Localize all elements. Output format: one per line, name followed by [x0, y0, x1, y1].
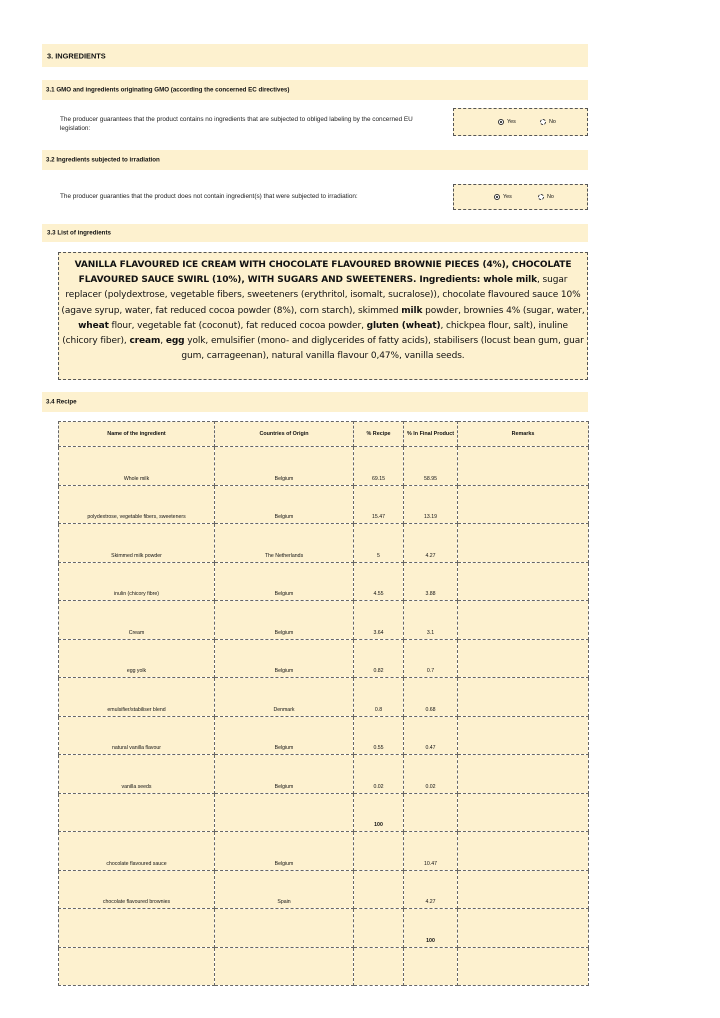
ingredient-list-text	[59, 258, 587, 364]
cell-ingredient-name-text: Cream	[128, 629, 145, 636]
cell-remarks	[458, 870, 589, 909]
cell-percent-final	[404, 485, 458, 524]
ingredient-product-name: VANILLA FLAVOURED ICE CREAM WITH CHOCOLATE FLAVOURED BROWNIE PIECES (4%), CHOCOLATE FLAVOURED SAUCE SWIRL (10%), WITH SUGARS AND SWEETENERS.	[74, 260, 572, 286]
cell-country-origin	[215, 678, 354, 717]
cell-percent-recipe-text: 0.8	[374, 706, 383, 713]
radio-selected-icon[interactable]	[498, 119, 504, 125]
cell-percent-recipe	[354, 447, 404, 486]
ingredient-text-part: , chickpea flour, salt), inuline (chicory fiber),	[62, 320, 568, 347]
cell-ingredient-name	[59, 562, 215, 601]
gmo-statement	[60, 115, 450, 133]
cell-country-origin	[215, 832, 354, 871]
cell-ingredient-name-text: Whole milk	[123, 475, 150, 482]
irradiation-no-option[interactable]	[538, 194, 554, 200]
radio-unselected-icon[interactable]	[540, 119, 546, 125]
cell-percent-recipe	[354, 832, 404, 871]
header-remarks: Remarks	[458, 422, 589, 447]
cell-ingredient-name	[59, 485, 215, 524]
cell-country-origin-text: Belgium	[274, 860, 294, 867]
table-row	[59, 755, 589, 794]
cell-percent-final	[404, 755, 458, 794]
section-3-2-title: 3.2 Ingredients subjected to irradiation	[46, 156, 160, 164]
cell-ingredient-name	[59, 793, 215, 832]
ingredient-text-part: , sugar replacer (polydextrose, vegetable fibers, sweeteners (erythritol, isomalt, sucralose)), chocolate flavoured sauce 10% (agave syrup, water, fat reduced cocoa powder (8%), corn starch), skimmed	[61, 275, 581, 316]
cell-ingredient-name	[59, 524, 215, 563]
header-percent-final: % In Final Product	[404, 422, 458, 447]
cell-remarks	[458, 447, 589, 486]
cell-ingredient-name	[59, 447, 215, 486]
cell-ingredient-name-text: inulin (chicory fibre)	[114, 591, 159, 597]
cell-remarks	[458, 755, 589, 794]
recipe-table	[58, 421, 589, 986]
section-3-header	[42, 44, 588, 67]
cell-country-origin-text: Spain	[277, 899, 291, 905]
cell-ingredient-name-text: natural vanilla flavour	[111, 745, 162, 751]
allergen-wheat: wheat	[78, 320, 109, 331]
cell-percent-recipe-text: 100	[374, 822, 383, 828]
cell-percent-final	[404, 870, 458, 909]
cell-remarks	[458, 562, 589, 601]
cell-remarks	[458, 793, 589, 832]
cell-percent-recipe	[354, 793, 404, 832]
cell-percent-recipe-text	[354, 982, 403, 985]
ingredient-list-box	[58, 252, 588, 380]
cell-country-origin-text: Belgium	[274, 514, 294, 520]
cell-percent-final-text: 4.27	[425, 552, 436, 559]
cell-country-origin	[215, 485, 354, 524]
cell-percent-recipe	[354, 562, 404, 601]
ingredient-text-part: yolk, emulsifier (mono- and diglycerides of fatty acids), stabilisers (locust bean gum, guar gum, carrageenan), natural vanilla flavour 0,47%, vanilla seeds.	[181, 336, 584, 362]
recipe-header-row	[59, 422, 589, 447]
cell-country-origin	[215, 447, 354, 486]
irradiation-yes-option[interactable]	[494, 194, 512, 200]
cell-remarks	[458, 639, 589, 678]
cell-country-origin	[215, 524, 354, 563]
cell-ingredient-name-text: emulsifier/stabiliser blend	[107, 706, 166, 713]
cell-ingredient-name	[59, 601, 215, 640]
cell-remarks-text	[458, 982, 588, 985]
cell-country-origin-text: Belgium	[274, 591, 294, 597]
cell-percent-final-text: 3.1	[426, 629, 435, 636]
cell-percent-recipe	[354, 524, 404, 563]
table-row	[59, 562, 589, 601]
table-row	[59, 870, 589, 909]
cell-percent-final	[404, 601, 458, 640]
cell-country-origin	[215, 755, 354, 794]
cell-country-origin-text: Belgium	[274, 475, 294, 482]
cell-remarks	[458, 909, 589, 948]
cell-remarks	[458, 601, 589, 640]
table-row	[59, 793, 589, 832]
gmo-no-label: No	[549, 119, 556, 125]
cell-country-origin	[215, 909, 354, 948]
gmo-yes-label: Yes	[507, 119, 516, 125]
cell-percent-recipe	[354, 678, 404, 717]
cell-country-origin-text	[215, 982, 353, 985]
cell-percent-recipe	[354, 716, 404, 755]
cell-country-origin	[215, 601, 354, 640]
radio-selected-icon[interactable]	[494, 194, 500, 200]
table-row	[59, 639, 589, 678]
cell-ingredient-name-text	[59, 982, 214, 985]
cell-ingredient-name-text: egg yolk	[126, 668, 147, 674]
cell-percent-recipe	[354, 947, 404, 986]
table-row	[59, 947, 589, 986]
allergen-egg: egg	[165, 336, 185, 347]
table-row	[59, 447, 589, 486]
cell-remarks	[458, 947, 589, 986]
gmo-statement-line-1: The producer guarantees that the product contains no ingredients that are subjected to obliged labeling by the concerned EU	[60, 116, 413, 123]
cell-ingredient-name	[59, 678, 215, 717]
cell-percent-final	[404, 678, 458, 717]
cell-percent-recipe	[354, 870, 404, 909]
section-3-4-title: 3.4 Recipe	[46, 398, 77, 406]
cell-ingredient-name	[59, 832, 215, 871]
cell-percent-recipe-text: 15.47	[372, 514, 385, 520]
table-row	[59, 832, 589, 871]
cell-country-origin-text: The Netherlands	[264, 552, 304, 559]
cell-percent-final-text: 13.19	[424, 514, 437, 520]
cell-percent-final-text: 100	[426, 937, 435, 944]
cell-percent-recipe-text: 0.02	[373, 783, 384, 790]
ingredient-text-part: flour, vegetable fat (coconut), fat reduced cocoa powder,	[108, 320, 367, 331]
cell-ingredient-name-text: polydextrose, vegetable fibers, sweeteners	[87, 514, 186, 520]
cell-percent-final	[404, 832, 458, 871]
cell-percent-final-text	[404, 982, 457, 985]
table-row	[59, 678, 589, 717]
irradiation-statement-line: The producer guaranties that the product does not contain ingredient(s) that were subjected to irradiation:	[60, 193, 358, 200]
cell-ingredient-name	[59, 755, 215, 794]
cell-percent-recipe-text: 4.55	[373, 591, 384, 597]
header-ingredient-name: Name of the ingredient	[59, 422, 215, 447]
cell-percent-final-text: 3.88	[425, 591, 436, 597]
cell-ingredient-name	[59, 909, 215, 948]
cell-country-origin-text: Belgium	[274, 668, 294, 674]
radio-unselected-icon[interactable]	[538, 194, 544, 200]
cell-remarks	[458, 524, 589, 563]
section-3-title: 3. INGREDIENTS	[47, 51, 106, 60]
cell-remarks	[458, 716, 589, 755]
cell-percent-final-text: 4.27	[425, 899, 436, 905]
gmo-statement-line-2: legislation:	[60, 125, 91, 132]
cell-ingredient-name-text: Skimmed milk powder	[111, 552, 162, 559]
cell-percent-final	[404, 793, 458, 832]
cell-country-origin	[215, 947, 354, 986]
cell-ingredient-name	[59, 947, 215, 986]
ingredient-text-part: ,	[160, 336, 166, 347]
section-3-1-title: 3.1 GMO and ingredients originating GMO (according the concerned EC directives)	[46, 86, 290, 94]
cell-country-origin	[215, 870, 354, 909]
cell-country-origin	[215, 562, 354, 601]
gmo-no-option[interactable]	[540, 119, 556, 125]
header-percent-recipe: % Recipe	[354, 422, 404, 447]
table-row	[59, 716, 589, 755]
cell-percent-recipe	[354, 755, 404, 794]
table-row	[59, 524, 589, 563]
ingredient-text-part: powder, brownies 4% (sugar, water,	[422, 305, 585, 316]
irradiation-no-label: No	[547, 194, 554, 200]
cell-ingredient-name	[59, 870, 215, 909]
cell-percent-final-text: 10.47	[424, 860, 437, 867]
cell-percent-final	[404, 947, 458, 986]
cell-country-origin	[215, 793, 354, 832]
gmo-yes-option[interactable]	[498, 119, 516, 125]
cell-percent-final-text: 0.47	[425, 745, 436, 751]
cell-percent-final-text: 0.02	[425, 783, 436, 790]
cell-percent-final	[404, 562, 458, 601]
cell-country-origin-text: Denmark	[273, 706, 295, 713]
table-row	[59, 485, 589, 524]
allergen-cream: cream	[129, 336, 161, 347]
cell-ingredient-name	[59, 639, 215, 678]
section-3-3-header	[42, 224, 588, 242]
cell-ingredient-name-text: chocolate flavoured brownies	[102, 899, 171, 905]
cell-percent-final-text: 0.7	[426, 668, 435, 674]
cell-country-origin-text: Belgium	[274, 783, 294, 790]
cell-percent-final-text: 0.68	[425, 706, 436, 713]
cell-ingredient-name-text: chocolate flavoured sauce	[106, 860, 167, 867]
section-3-2-header	[42, 150, 588, 170]
irradiation-statement	[60, 192, 450, 201]
gmo-yes-no-box	[453, 108, 588, 136]
cell-country-origin	[215, 639, 354, 678]
header-country-origin: Countries of Origin	[215, 422, 354, 447]
cell-percent-final	[404, 447, 458, 486]
cell-remarks	[458, 678, 589, 717]
cell-percent-final	[404, 909, 458, 948]
cell-percent-recipe	[354, 485, 404, 524]
cell-ingredient-name-text: vanilla seeds	[121, 783, 152, 790]
cell-country-origin-text: Belgium	[274, 745, 294, 751]
cell-percent-recipe-text: 5	[377, 552, 380, 559]
cell-percent-recipe-text: 0.82	[373, 668, 384, 674]
cell-ingredient-name	[59, 716, 215, 755]
cell-percent-recipe-text: 0.55	[373, 745, 384, 751]
cell-percent-final	[404, 639, 458, 678]
cell-country-origin-text: Belgium	[274, 629, 294, 636]
cell-remarks	[458, 832, 589, 871]
cell-country-origin	[215, 716, 354, 755]
ingredient-label-whole-milk: Ingredients: whole milk	[416, 275, 538, 286]
cell-percent-final	[404, 716, 458, 755]
allergen-gluten: gluten (wheat)	[366, 320, 441, 331]
irradiation-yes-label: Yes	[503, 194, 512, 200]
cell-percent-final	[404, 524, 458, 563]
table-row	[59, 601, 589, 640]
irradiation-yes-no-box	[453, 184, 588, 210]
section-3-3-title: 3.3 List of ingredients	[47, 229, 111, 237]
cell-percent-recipe-text: 3.64	[373, 629, 384, 636]
cell-percent-recipe	[354, 639, 404, 678]
cell-percent-recipe	[354, 909, 404, 948]
cell-remarks	[458, 485, 589, 524]
cell-percent-recipe-text: 69.15	[372, 475, 385, 482]
cell-percent-final-text: 58.95	[424, 475, 437, 482]
cell-percent-recipe	[354, 601, 404, 640]
section-3-4-header	[42, 392, 588, 412]
allergen-milk: milk	[401, 305, 423, 316]
table-row	[59, 909, 589, 948]
section-3-1-header	[42, 80, 588, 100]
